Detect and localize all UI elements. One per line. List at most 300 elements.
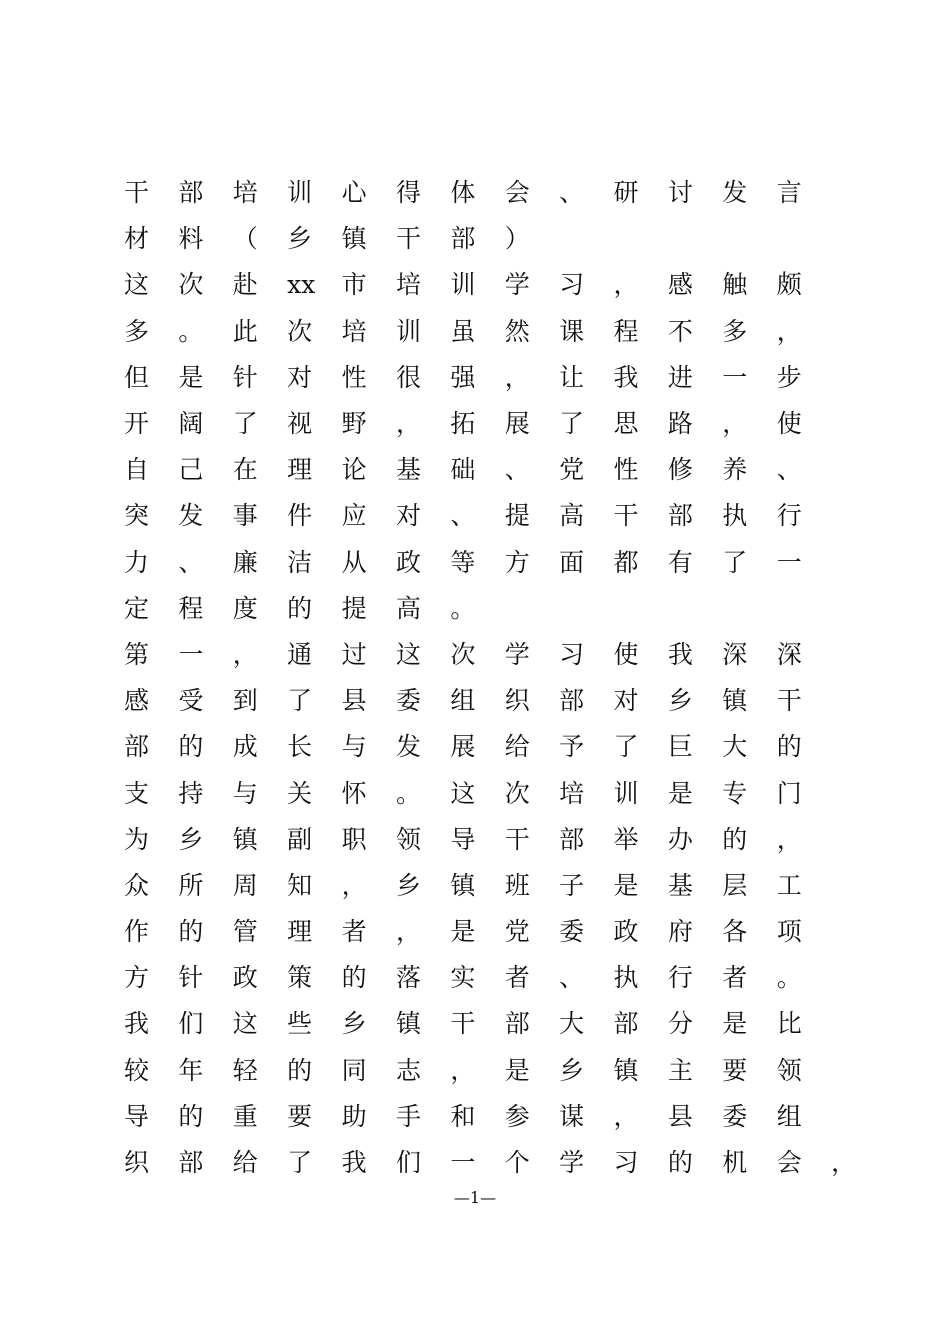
- text-glyph: 高: [559, 501, 585, 531]
- text-glyph: 乡: [667, 686, 693, 716]
- text-glyph: 镇: [722, 686, 748, 716]
- text-glyph: 的: [341, 963, 367, 993]
- text-glyph: 行: [776, 501, 802, 531]
- line-text: [124, 265, 831, 301]
- line-text: [124, 173, 831, 209]
- text-glyph: ，: [776, 316, 802, 346]
- text-glyph: 定: [124, 593, 150, 623]
- text-glyph: 一: [722, 362, 748, 392]
- text-glyph: 部: [178, 1148, 204, 1178]
- text-glyph: 导: [450, 824, 476, 854]
- text-glyph: 方: [124, 963, 150, 993]
- text-glyph: 是: [613, 870, 639, 900]
- text-glyph: 视: [287, 409, 313, 439]
- text-glyph: xx: [287, 270, 316, 300]
- text-glyph: 进: [667, 362, 693, 392]
- text-glyph: 干: [395, 224, 421, 254]
- text-glyph: 件: [287, 501, 313, 531]
- text-glyph: 工: [776, 870, 802, 900]
- text-glyph: 我: [124, 1009, 150, 1039]
- text-glyph: 志: [395, 1055, 421, 1085]
- text-glyph: 次: [178, 270, 204, 300]
- text-glyph: 了: [613, 732, 639, 762]
- text-glyph: 年: [178, 1055, 204, 1085]
- text-glyph: ，: [831, 1148, 857, 1178]
- text-glyph: 镇: [450, 870, 476, 900]
- text-glyph: 与: [232, 778, 258, 808]
- text-line: [124, 676, 844, 722]
- text-glyph: 赴: [232, 270, 258, 300]
- text-glyph: 专: [722, 778, 748, 808]
- text-glyph: 者: [504, 963, 530, 993]
- text-glyph: 委: [559, 917, 585, 947]
- text-glyph: 培: [559, 778, 585, 808]
- text-glyph: 深: [776, 639, 802, 669]
- text-glyph: 拓: [450, 409, 476, 439]
- text-glyph: 得: [395, 178, 421, 208]
- line-text: [124, 912, 831, 948]
- text-line: [124, 1138, 857, 1184]
- text-glyph: 众: [124, 870, 150, 900]
- text-glyph: 们: [178, 1009, 204, 1039]
- text-glyph: ，: [722, 409, 748, 439]
- text-glyph: 干: [613, 501, 639, 531]
- text-glyph: 第: [124, 639, 150, 669]
- text-glyph: 性: [613, 455, 639, 485]
- text-glyph: 所: [178, 870, 204, 900]
- text-glyph: 心: [341, 178, 367, 208]
- line-text: [124, 543, 831, 579]
- text-glyph: 展: [450, 732, 476, 762]
- text-glyph: 、: [559, 963, 585, 993]
- text-glyph: 参: [504, 1101, 530, 1131]
- text-glyph: 、: [178, 547, 204, 577]
- text-glyph: 过: [341, 639, 367, 669]
- text-glyph: ，: [395, 917, 421, 947]
- text-glyph: 部: [124, 732, 150, 762]
- text-glyph: 作: [124, 917, 150, 947]
- text-glyph: 发: [722, 178, 748, 208]
- text-glyph: 习: [559, 270, 585, 300]
- text-glyph: 学: [504, 270, 530, 300]
- text-glyph: 要: [722, 1055, 748, 1085]
- text-glyph: 。: [178, 316, 204, 346]
- text-glyph: 者: [341, 917, 367, 947]
- text-glyph: 织: [124, 1148, 150, 1178]
- line-text: [124, 404, 831, 440]
- text-glyph: 的: [287, 1055, 313, 1085]
- text-line: [124, 722, 844, 768]
- text-glyph: 乡: [395, 870, 421, 900]
- line-text: [124, 496, 831, 532]
- text-glyph: 管: [232, 917, 258, 947]
- text-glyph: 使: [776, 409, 802, 439]
- text-glyph: 的: [178, 917, 204, 947]
- text-glyph: 重: [232, 1101, 258, 1131]
- text-glyph: 周: [232, 870, 258, 900]
- line-text: [124, 1097, 831, 1133]
- text-glyph: 基: [667, 870, 693, 900]
- text-glyph: 镇: [341, 224, 367, 254]
- text-glyph: 、: [504, 455, 530, 485]
- text-glyph: 展: [504, 409, 530, 439]
- text-glyph: 料: [178, 224, 204, 254]
- text-glyph: 针: [178, 963, 204, 993]
- text-line: [124, 907, 844, 953]
- text-glyph: 习: [613, 1148, 639, 1178]
- text-glyph: 巨: [667, 732, 693, 762]
- text-glyph: 力: [124, 547, 150, 577]
- text-glyph: 分: [667, 1009, 693, 1039]
- text-glyph: 感: [124, 686, 150, 716]
- text-glyph: 是: [722, 1009, 748, 1039]
- text-glyph: 一: [776, 547, 802, 577]
- text-glyph: 组: [776, 1101, 802, 1131]
- text-glyph: 这: [232, 1009, 258, 1039]
- text-glyph: 使: [613, 639, 639, 669]
- text-glyph: 训: [287, 178, 313, 208]
- text-glyph: 培: [232, 178, 258, 208]
- text-glyph: 镇: [232, 824, 258, 854]
- text-line: [124, 353, 844, 399]
- text-glyph: 讨: [667, 178, 693, 208]
- text-glyph: 理: [287, 917, 313, 947]
- text-glyph: ，: [613, 270, 639, 300]
- text-glyph: 乡: [287, 224, 313, 254]
- text-glyph: 、: [559, 178, 585, 208]
- text-glyph: 会: [504, 178, 530, 208]
- text-glyph: 干: [776, 686, 802, 716]
- text-glyph: 训: [395, 316, 421, 346]
- text-glyph: 举: [613, 824, 639, 854]
- line-text: [124, 1051, 831, 1087]
- text-glyph: 了: [722, 547, 748, 577]
- text-glyph: 层: [722, 870, 748, 900]
- text-line: [124, 445, 844, 491]
- text-glyph: ，: [504, 362, 530, 392]
- text-glyph: 多: [124, 316, 150, 346]
- text-glyph: 是: [450, 917, 476, 947]
- text-glyph: 干: [124, 178, 150, 208]
- text-glyph: 础: [450, 455, 476, 485]
- text-glyph: 领: [395, 824, 421, 854]
- text-glyph: 关: [287, 778, 313, 808]
- text-glyph: 培: [341, 316, 367, 346]
- text-glyph: 我: [667, 639, 693, 669]
- text-glyph: 导: [124, 1101, 150, 1131]
- text-glyph: 培: [395, 270, 421, 300]
- text-line: [124, 768, 844, 814]
- text-glyph: 强: [450, 362, 476, 392]
- line-text: [124, 1143, 885, 1179]
- text-glyph: 成: [232, 732, 258, 762]
- text-glyph: 轻: [232, 1055, 258, 1085]
- text-glyph: 养: [722, 455, 748, 485]
- line-text: [124, 820, 831, 856]
- text-glyph: 项: [776, 917, 802, 947]
- text-glyph: 同: [341, 1055, 367, 1085]
- line-text: [124, 219, 559, 255]
- text-glyph: 乡: [341, 1009, 367, 1039]
- text-glyph: 、: [776, 455, 802, 485]
- text-glyph: 应: [341, 501, 367, 531]
- line-text: [124, 1004, 831, 1040]
- text-glyph: 针: [232, 362, 258, 392]
- text-glyph: 让: [559, 362, 585, 392]
- text-glyph: 次: [450, 639, 476, 669]
- text-line: [124, 1046, 844, 1092]
- text-glyph: 对: [395, 501, 421, 531]
- text-glyph: 手: [395, 1101, 421, 1131]
- text-glyph: 部: [559, 824, 585, 854]
- text-glyph: 些: [287, 1009, 313, 1039]
- text-glyph: 次: [504, 778, 530, 808]
- text-glyph: 是: [504, 1055, 530, 1085]
- text-glyph: 党: [504, 917, 530, 947]
- text-glyph: 到: [232, 686, 258, 716]
- text-glyph: 政: [395, 547, 421, 577]
- text-glyph: 较: [124, 1055, 150, 1085]
- line-text: [124, 635, 831, 671]
- text-glyph: 此: [232, 316, 258, 346]
- text-glyph: 委: [722, 1101, 748, 1131]
- text-glyph: 训: [450, 270, 476, 300]
- text-glyph: 部: [667, 501, 693, 531]
- page-number: —1—: [453, 1188, 497, 1207]
- text-glyph: 怀: [341, 778, 367, 808]
- text-glyph: 大: [559, 1009, 585, 1039]
- text-glyph: 的: [178, 1101, 204, 1131]
- text-glyph: 门: [776, 778, 802, 808]
- text-glyph: 。: [395, 778, 421, 808]
- text-glyph: 长: [287, 732, 313, 762]
- text-glyph: 是: [178, 362, 204, 392]
- text-glyph: 为: [124, 824, 150, 854]
- text-glyph: 了: [559, 409, 585, 439]
- text-glyph: 通: [287, 639, 313, 669]
- text-glyph: 颇: [776, 270, 802, 300]
- text-glyph: 。: [450, 593, 476, 623]
- text-glyph: 会: [776, 1148, 802, 1178]
- text-glyph: 触: [722, 270, 748, 300]
- text-glyph: 个: [504, 1148, 530, 1178]
- text-glyph: 从: [341, 547, 367, 577]
- text-glyph: 度: [232, 593, 258, 623]
- text-glyph: 一: [450, 1148, 476, 1178]
- text-glyph: 次: [287, 316, 313, 346]
- text-glyph: 体: [450, 178, 476, 208]
- text-glyph: 政: [613, 917, 639, 947]
- line-text: [124, 958, 831, 994]
- text-glyph: 程: [613, 316, 639, 346]
- line-text: [124, 312, 831, 348]
- text-glyph: 办: [667, 824, 693, 854]
- text-glyph: 与: [341, 732, 367, 762]
- text-glyph: （: [232, 224, 258, 254]
- text-glyph: 支: [124, 778, 150, 808]
- text-glyph: 副: [287, 824, 313, 854]
- text-glyph: 的: [722, 824, 748, 854]
- text-line: [124, 999, 844, 1045]
- text-glyph: 镇: [613, 1055, 639, 1085]
- text-glyph: 言: [776, 178, 802, 208]
- text-glyph: 一: [178, 639, 204, 669]
- text-line: [124, 861, 844, 907]
- text-glyph: 虽: [450, 316, 476, 346]
- text-glyph: 提: [504, 501, 530, 531]
- text-glyph: 程: [178, 593, 204, 623]
- text-glyph: 的: [776, 732, 802, 762]
- text-glyph: 了: [287, 1148, 313, 1178]
- text-line: [124, 491, 844, 537]
- text-glyph: 理: [287, 455, 313, 485]
- text-glyph: 乡: [178, 824, 204, 854]
- text-glyph: 要: [287, 1101, 313, 1131]
- text-glyph: ）: [504, 224, 530, 254]
- text-glyph: 发: [178, 501, 204, 531]
- text-glyph: 比: [776, 1009, 802, 1039]
- text-glyph: 等: [450, 547, 476, 577]
- text-glyph: 不: [667, 316, 693, 346]
- text-glyph: 织: [504, 686, 530, 716]
- text-glyph: 突: [124, 501, 150, 531]
- text-glyph: 野: [341, 409, 367, 439]
- text-glyph: 这: [450, 778, 476, 808]
- text-glyph: 开: [124, 409, 150, 439]
- text-glyph: 提: [341, 593, 367, 623]
- text-glyph: 部: [613, 1009, 639, 1039]
- text-glyph: 部: [450, 224, 476, 254]
- text-glyph: 训: [613, 778, 639, 808]
- line-text: [124, 450, 831, 486]
- text-glyph: ，: [776, 824, 802, 854]
- text-line: [124, 1092, 844, 1138]
- text-glyph: 事: [232, 501, 258, 531]
- text-glyph: 深: [722, 639, 748, 669]
- text-glyph: 知: [287, 870, 313, 900]
- text-line: [124, 399, 844, 445]
- text-glyph: 的: [667, 1148, 693, 1178]
- text-line: [124, 584, 844, 630]
- text-glyph: 县: [667, 1101, 693, 1131]
- text-glyph: 县: [341, 686, 367, 716]
- line-text: [124, 774, 831, 810]
- text-glyph: 感: [667, 270, 693, 300]
- text-glyph: 洁: [287, 547, 313, 577]
- text-glyph: 、: [450, 501, 476, 531]
- text-line: [124, 538, 844, 584]
- text-glyph: 主: [667, 1055, 693, 1085]
- text-glyph: 基: [395, 455, 421, 485]
- text-glyph: 方: [504, 547, 530, 577]
- text-glyph: 但: [124, 362, 150, 392]
- text-line: [124, 953, 844, 999]
- text-glyph: 课: [559, 316, 585, 346]
- text-glyph: 对: [287, 362, 313, 392]
- text-glyph: ，: [450, 1055, 476, 1085]
- text-glyph: 了: [287, 686, 313, 716]
- text-glyph: 干: [504, 824, 530, 854]
- text-glyph: 论: [341, 455, 367, 485]
- text-glyph: 部: [559, 686, 585, 716]
- text-glyph: 材: [124, 224, 150, 254]
- text-glyph: 阔: [178, 409, 204, 439]
- text-glyph: 府: [667, 917, 693, 947]
- text-glyph: 实: [450, 963, 476, 993]
- text-glyph: 乡: [559, 1055, 585, 1085]
- text-glyph: 子: [559, 870, 585, 900]
- text-glyph: 委: [395, 686, 421, 716]
- text-glyph: 镇: [395, 1009, 421, 1039]
- text-glyph: 们: [395, 1148, 421, 1178]
- text-glyph: 行: [667, 963, 693, 993]
- text-glyph: 性: [341, 362, 367, 392]
- text-glyph: 然: [504, 316, 530, 346]
- text-glyph: 部: [504, 1009, 530, 1039]
- text-glyph: 习: [559, 639, 585, 669]
- text-glyph: 职: [341, 824, 367, 854]
- text-line: [124, 815, 844, 861]
- text-glyph: 发: [395, 732, 421, 762]
- text-glyph: 是: [667, 778, 693, 808]
- document-body: [124, 168, 857, 1184]
- text-glyph: ，: [613, 1101, 639, 1131]
- text-glyph: 己: [178, 455, 204, 485]
- line-text: [124, 681, 831, 717]
- text-glyph: 部: [178, 178, 204, 208]
- text-glyph: ，: [341, 870, 367, 900]
- line-text: [124, 727, 831, 763]
- text-glyph: 者: [722, 963, 748, 993]
- text-glyph: 了: [232, 409, 258, 439]
- text-glyph: ，: [232, 639, 258, 669]
- text-glyph: 落: [395, 963, 421, 993]
- text-glyph: 干: [450, 1009, 476, 1039]
- text-glyph: 研: [613, 178, 639, 208]
- text-glyph: 给: [504, 732, 530, 762]
- text-glyph: 党: [559, 455, 585, 485]
- text-glyph: 在: [232, 455, 258, 485]
- text-glyph: 执: [722, 501, 748, 531]
- text-glyph: 的: [287, 593, 313, 623]
- text-glyph: 修: [667, 455, 693, 485]
- text-glyph: 步: [776, 362, 802, 392]
- text-glyph: 持: [178, 778, 204, 808]
- text-glyph: 思: [613, 409, 639, 439]
- text-line: [124, 260, 844, 306]
- text-glyph: 自: [124, 455, 150, 485]
- text-line: [124, 307, 844, 353]
- text-glyph: 对: [613, 686, 639, 716]
- text-glyph: 的: [178, 732, 204, 762]
- text-glyph: 大: [722, 732, 748, 762]
- text-glyph: 各: [722, 917, 748, 947]
- text-glyph: 助: [341, 1101, 367, 1131]
- text-glyph: 组: [450, 686, 476, 716]
- text-glyph: 高: [395, 593, 421, 623]
- text-glyph: 学: [504, 639, 530, 669]
- text-glyph: 执: [613, 963, 639, 993]
- text-glyph: 领: [776, 1055, 802, 1085]
- text-glyph: 谋: [559, 1101, 585, 1131]
- text-glyph: 都: [613, 547, 639, 577]
- text-glyph: 受: [178, 686, 204, 716]
- text-glyph: 机: [722, 1148, 748, 1178]
- line-text: [124, 358, 831, 394]
- text-glyph: 我: [341, 1148, 367, 1178]
- text-glyph: 有: [667, 547, 693, 577]
- text-glyph: 政: [232, 963, 258, 993]
